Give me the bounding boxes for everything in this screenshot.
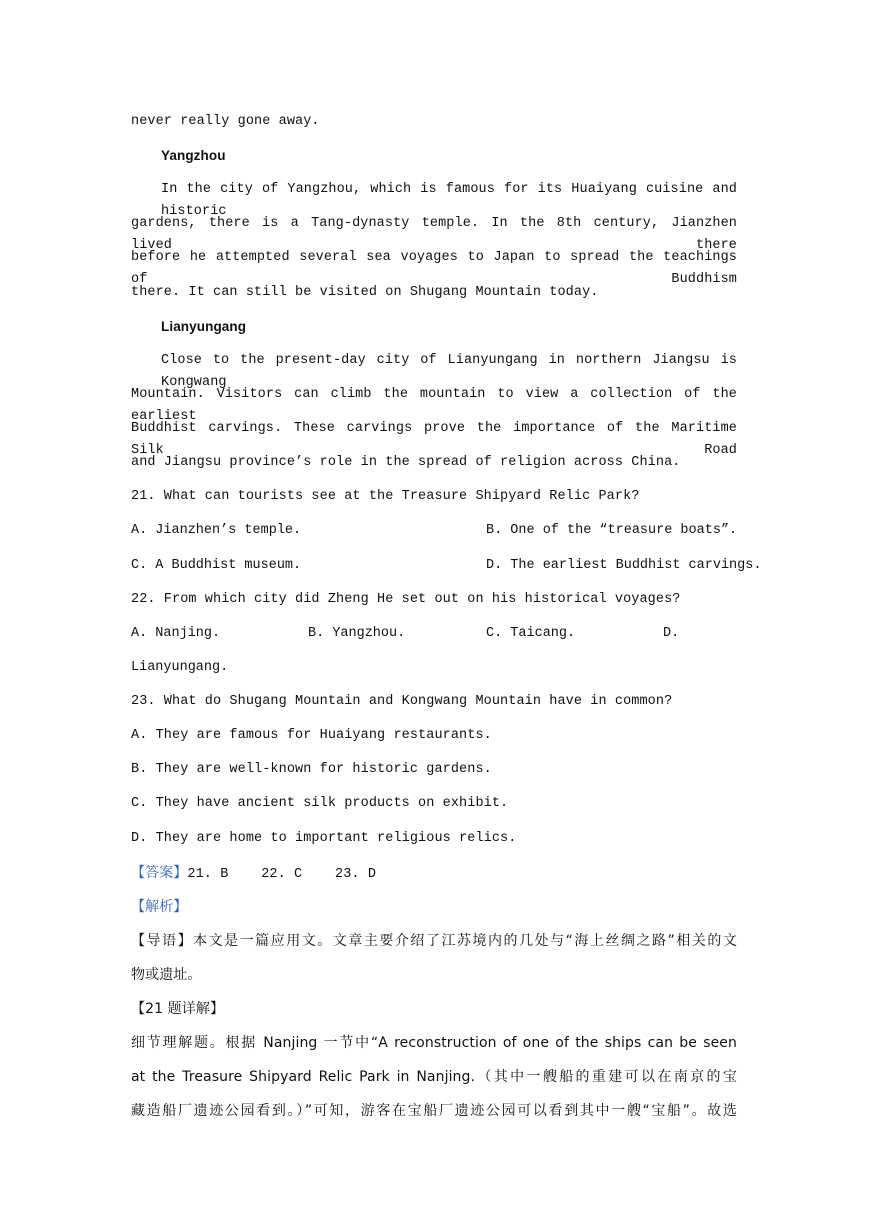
- answer-text: 21. B 22. C 23. D: [187, 867, 377, 882]
- question-21-option-a: A. Jianzhen’s temple.: [131, 523, 302, 538]
- passage-line: Close to the present-day city of Lianyungang in northern Jiangsu is Kongwang: [161, 353, 737, 390]
- intro-text: 本文是一篇应用文。文章主要介绍了江苏境内的几处与“海上丝绸之路”相关的文: [193, 933, 737, 949]
- question-22-option-d: D.: [663, 626, 680, 641]
- question-21-option-b: B. One of the “treasure boats”.: [486, 523, 738, 538]
- question-21-option-c: C. A Buddhist museum.: [131, 558, 302, 573]
- passage-line: never really gone away.: [131, 114, 320, 129]
- intro-line: [131, 930, 737, 952]
- intro-tag: 【导语】: [131, 933, 194, 949]
- question-23-stem: 23. What do Shugang Mountain and Kongwang Mountain have in common?: [131, 694, 673, 709]
- answer-line: [131, 862, 737, 884]
- analysis-tag: 【解析】: [131, 899, 188, 915]
- question-21-option-d: D. The earliest Buddhist carvings.: [486, 558, 762, 573]
- question-23-option-a: A. They are famous for Huaiyang restaurants.: [131, 728, 492, 743]
- passage-line: before he attempted several sea voyages to Japan to spread the teachings of Buddhism: [131, 250, 737, 287]
- question-21-stem: 21. What can tourists see at the Treasure Shipyard Relic Park?: [131, 489, 640, 504]
- detail-line: 藏造船厂遗迹公园看到。）”可知，游客在宝船厂遗迹公园可以看到其中一艘“宝船”。故选: [131, 1103, 737, 1119]
- question-23-option-b: B. They are well-known for historic gardens.: [131, 762, 492, 777]
- passage-line: In the city of Yangzhou, which is famous for its Huaiyang cuisine and historic: [161, 182, 737, 219]
- passage-line: gardens, there is a Tang-dynasty temple. In the 8th century, Jianzhen lived there: [131, 216, 737, 253]
- question-22-stem: 22. From which city did Zheng He set out on his historical voyages?: [131, 592, 681, 607]
- question-22-option-d-continued: Lianyungang.: [131, 660, 229, 675]
- detail-line: at the Treasure Shipyard Relic Park in Nanjing.（其中一艘船的重建可以在南京的宝: [131, 1069, 737, 1085]
- question-22-option-a: A. Nanjing.: [131, 626, 221, 641]
- section-heading-lianyungang: Lianyungang: [161, 319, 247, 334]
- section-heading-yangzhou: Yangzhou: [161, 148, 226, 163]
- detail-21-tag: 【21 题详解】: [131, 1001, 225, 1017]
- passage-line: there. It can still be visited on Shugang Mountain today.: [131, 285, 599, 300]
- passage-line: Mountain. Visitors can climb the mountain to view a collection of the earliest: [131, 387, 737, 424]
- question-22-option-c: C. Taicang.: [486, 626, 576, 641]
- answer-tag: 【答案】: [131, 865, 188, 881]
- question-23-option-d: D. They are home to important religious relics.: [131, 831, 517, 846]
- passage-line: and Jiangsu province’s role in the spread of religion across China.: [131, 455, 681, 470]
- question-23-option-c: C. They have ancient silk products on exhibit.: [131, 796, 509, 811]
- intro-line-continued: 物或遗址。: [131, 967, 202, 983]
- detail-line: 细节理解题。根据 Nanjing 一节中“A reconstruction of one of the ships can be seen: [131, 1035, 737, 1051]
- passage-line: Buddhist carvings. These carvings prove the importance of the Maritime Silk Road: [131, 421, 737, 458]
- question-22-option-b: B. Yangzhou.: [308, 626, 406, 641]
